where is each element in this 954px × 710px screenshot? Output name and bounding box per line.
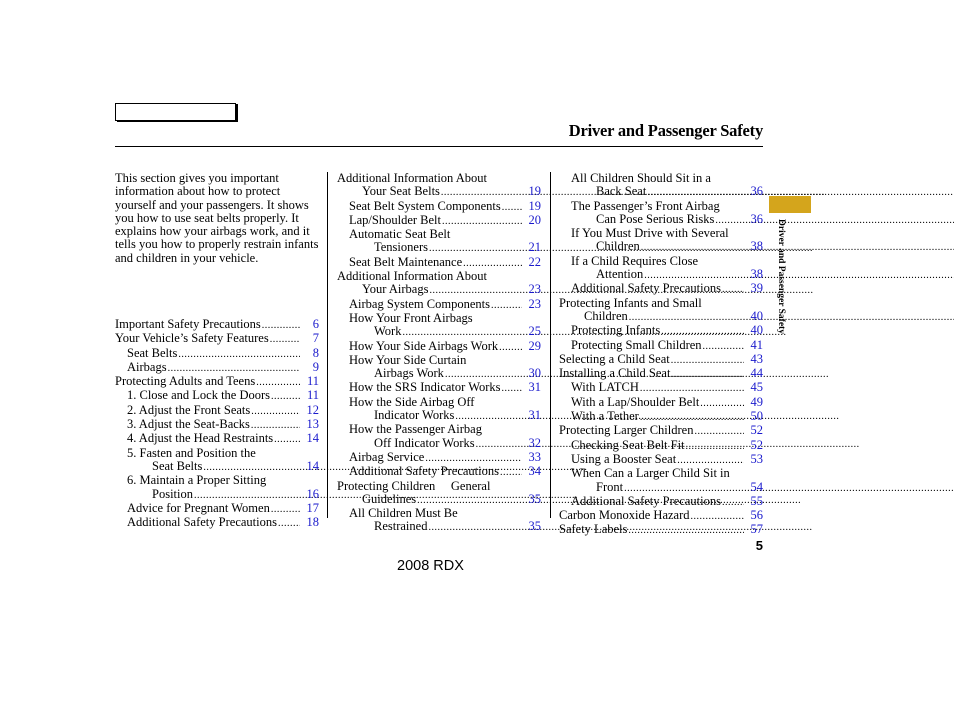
toc-entry-title: Protecting Infants <box>571 323 661 338</box>
toc-entry[interactable] <box>559 467 763 495</box>
toc-entry-title: How the Passenger Airbag <box>349 422 482 437</box>
toc-entry-title: Children <box>584 308 628 323</box>
toc-entry-title: Airbags <box>127 359 167 374</box>
toc-leader-dots <box>671 368 744 381</box>
toc-column-1 <box>115 318 319 530</box>
toc-page-link[interactable]: 14 <box>306 458 319 473</box>
toc-page-link[interactable]: 25 <box>528 324 541 339</box>
toc-entry[interactable] <box>337 507 541 535</box>
toc-page-link[interactable]: 9 <box>312 359 319 374</box>
toc-entry[interactable] <box>115 361 319 375</box>
toc-entry[interactable] <box>337 172 541 200</box>
toc-entry-title: All Children Should Sit in a <box>571 171 711 185</box>
toc-entry[interactable] <box>337 298 541 312</box>
toc-page-link[interactable]: 43 <box>750 351 763 366</box>
toc-entry-title: Seat Belts <box>127 345 178 360</box>
toc-leader-dots <box>262 319 300 332</box>
toc-leader-dots <box>722 283 744 296</box>
toc-entry[interactable] <box>115 474 319 502</box>
toc-leader-dots <box>271 503 300 516</box>
toc-entry[interactable] <box>337 270 541 298</box>
toc-leader-dots <box>502 382 522 395</box>
toc-entry-title: Additional Information About <box>337 171 487 185</box>
toc-entry[interactable] <box>115 389 319 403</box>
toc-page-link[interactable]: 21 <box>528 240 541 255</box>
toc-leader-dots <box>641 239 954 254</box>
toc-page-link[interactable]: 19 <box>528 198 541 213</box>
toc-page-link[interactable]: 22 <box>528 254 541 269</box>
toc-leader-dots <box>178 348 300 361</box>
toc-entry-title: Indicator Works <box>374 408 455 423</box>
toc-entry-title: Protecting Infants and Small <box>559 295 702 310</box>
toc-page-link[interactable]: 49 <box>750 394 763 409</box>
toc-page-link[interactable]: 34 <box>528 464 541 479</box>
toc-page-link[interactable]: 33 <box>528 449 541 464</box>
toc-leader-dots <box>700 397 744 410</box>
toc-leader-dots <box>640 382 744 395</box>
toc-entry-title: Checking Seat Belt Fit <box>571 437 685 452</box>
toc-page-link[interactable]: 14 <box>306 431 319 446</box>
toc-entry-title: 4. Adjust the Head Restraints <box>127 431 274 446</box>
toc-page-link[interactable]: 38 <box>750 239 763 254</box>
toc-leader-dots <box>278 517 300 530</box>
toc-page-link[interactable]: 54 <box>750 479 763 494</box>
toc-entry[interactable] <box>559 353 763 367</box>
toc-entry[interactable] <box>559 396 763 410</box>
toc-entry[interactable] <box>559 410 763 424</box>
toc-entry-title: Your Vehicle’s Safety Features <box>115 331 269 346</box>
toc-leader-dots <box>629 308 954 323</box>
toc-column-3 <box>559 172 763 538</box>
toc-leader-dots <box>491 299 522 312</box>
toc-entry[interactable] <box>337 423 541 451</box>
toc-entry[interactable] <box>337 381 541 395</box>
toc-page-link[interactable]: 16 <box>306 486 319 501</box>
toc-entry[interactable] <box>115 332 319 346</box>
toc-page-link[interactable]: 20 <box>528 212 541 227</box>
toc-entry[interactable] <box>337 396 541 424</box>
toc-entry-title: Restrained <box>374 519 428 534</box>
toc-page-link[interactable]: 8 <box>312 345 319 360</box>
toc-entry-title: If You Must Drive with Several <box>571 226 729 241</box>
toc-leader-dots <box>624 479 954 494</box>
toc-entry-title: How Your Side Curtain <box>349 352 467 367</box>
toc-leader-dots <box>628 524 744 537</box>
toc-entry[interactable] <box>115 418 319 432</box>
intro-paragraph: This section gives you important information about how to protect yourself and your passengers. It shows you how to use seat belts properly. It explains how your airbags work, and it tells you how to properly restrain infants and children in your vehicle. <box>115 171 319 265</box>
toc-entry-title: Work <box>374 324 402 339</box>
toc-entry-title: 6. Maintain a Proper Sitting <box>127 473 267 488</box>
toc-entry[interactable] <box>559 339 763 353</box>
toc-entry-title: How Your Side Airbags Work <box>349 338 499 353</box>
toc-entry-title: Front <box>596 479 624 494</box>
toc-leader-dots <box>271 390 300 403</box>
toc-leader-dots <box>661 325 744 338</box>
toc-entry-title: Important Safety Precautions <box>115 317 261 331</box>
toc-page-link[interactable]: 36 <box>750 184 763 199</box>
toc-entry-title: Protecting Adults and Teens <box>115 374 256 389</box>
toc-entry[interactable] <box>337 465 541 479</box>
toc-entry[interactable] <box>337 354 541 382</box>
toc-entry-title: Protecting Small Children <box>571 337 702 352</box>
toc-entry-title: If a Child Requires Close <box>571 253 699 268</box>
toc-page-link[interactable]: 13 <box>306 417 319 432</box>
toc-leader-dots <box>251 419 300 432</box>
toc-entry-title: Additional Safety Precautions <box>571 281 721 296</box>
toc-entry-title: Additional Safety Precautions <box>349 464 499 479</box>
toc-entry[interactable] <box>559 172 763 200</box>
toc-entry[interactable] <box>337 200 541 214</box>
toc-entry-title: 3. Adjust the Seat-Backs <box>127 417 250 432</box>
toc-entry[interactable] <box>559 324 763 338</box>
section-title: Driver and Passenger Safety <box>568 121 763 140</box>
toc-entry-title: Seat Belt Maintenance <box>349 254 463 269</box>
toc-entry-title: 1. Close and Lock the Doors <box>127 388 271 403</box>
toc-entry[interactable] <box>115 375 319 389</box>
toc-page-link[interactable]: 29 <box>528 338 541 353</box>
toc-leader-dots <box>270 333 300 346</box>
toc-entry-title: 5. Fasten and Position the <box>127 445 256 460</box>
toc-page-link[interactable]: 40 <box>750 308 763 323</box>
toc-entry-title: How the SRS Indicator Works <box>349 380 501 395</box>
toc-entry[interactable] <box>115 404 319 418</box>
toc-page-link[interactable]: 38 <box>750 267 763 282</box>
toc-entry-title: Additional Safety Precautions <box>571 493 721 508</box>
side-tab[interactable] <box>769 196 811 213</box>
toc-page-link[interactable]: 52 <box>750 423 763 438</box>
toc-entry-title: Protecting Larger Children <box>559 423 694 438</box>
toc-page-link[interactable]: 31 <box>528 380 541 395</box>
toc-leader-dots <box>694 425 744 438</box>
toc-entry-title: How Your Front Airbags <box>349 310 473 325</box>
toc-page-link[interactable]: 31 <box>528 408 541 423</box>
toc-entry-title: With a Lap/Shoulder Belt <box>571 394 700 409</box>
toc-page-link[interactable]: 7 <box>312 331 319 346</box>
toc-leader-dots <box>256 376 300 389</box>
toc-leader-dots <box>499 341 522 354</box>
toc-entry-title: Seat Belt System Components <box>349 198 501 213</box>
toc-entry[interactable] <box>115 347 319 361</box>
toc-page-link[interactable]: 41 <box>750 337 763 352</box>
toc-entry-title: All Children Must Be <box>349 506 458 521</box>
toc-leader-dots <box>168 362 300 375</box>
toc-entry-title: Airbag Service <box>349 449 425 464</box>
toc-entry[interactable] <box>559 495 763 509</box>
toc-entry-title: How the Side Airbag Off <box>349 394 475 409</box>
toc-entry-title: Back Seat <box>596 184 647 199</box>
toc-entry-title: When Can a Larger Child Sit in <box>571 466 730 481</box>
toc-entry[interactable] <box>559 367 763 381</box>
side-tab-label: Driver and Passenger Safety <box>776 219 786 334</box>
toc-page-link[interactable]: 32 <box>528 435 541 450</box>
toc-entry[interactable] <box>559 381 763 395</box>
toc-entry[interactable] <box>337 256 541 270</box>
toc-entry[interactable] <box>559 509 763 523</box>
toc-page-link[interactable]: 17 <box>306 500 319 515</box>
toc-entry-title: Seat Belts <box>152 458 203 473</box>
toc-leader-dots <box>703 340 744 353</box>
toc-page-link[interactable]: 35 <box>528 491 541 506</box>
toc-entry-title: Your Airbags <box>362 282 429 297</box>
toc-entry[interactable] <box>115 432 319 446</box>
toc-page-link[interactable]: 55 <box>750 493 763 508</box>
toc-entry-title: Automatic Seat Belt <box>349 227 451 242</box>
toc-entry[interactable] <box>337 312 541 340</box>
toc-leader-dots <box>251 405 300 418</box>
toc-entry[interactable] <box>337 214 541 228</box>
toc-entry[interactable] <box>115 516 319 530</box>
toc-page-link[interactable]: 39 <box>750 281 763 296</box>
toc-entry-title: Carbon Monoxide Hazard <box>559 508 690 523</box>
toc-entry[interactable] <box>559 523 763 537</box>
title-rule <box>115 146 763 147</box>
toc-entry-title: Additional Information About <box>337 269 487 284</box>
toc-entry[interactable] <box>559 439 763 453</box>
toc-entry-title: 2. Adjust the Front Seats <box>127 402 251 417</box>
toc-page-link[interactable]: 19 <box>528 184 541 199</box>
toc-entry[interactable] <box>559 200 763 228</box>
toc-entry-title: Additional Safety Precautions <box>127 515 277 530</box>
toc-entry[interactable] <box>337 480 541 508</box>
toc-page-link[interactable]: 57 <box>750 522 763 537</box>
toc-entry[interactable] <box>559 424 763 438</box>
toc-page-link[interactable]: 11 <box>306 374 319 389</box>
toc-entry[interactable] <box>559 255 763 283</box>
toc-leader-dots <box>647 184 954 199</box>
toc-leader-dots <box>500 466 522 479</box>
toc-entry-title: Safety Labels <box>559 522 628 537</box>
toc-entry-title: Attention <box>596 267 644 282</box>
toc-leader-dots <box>463 257 522 270</box>
toc-entry-title: With LATCH <box>571 380 639 395</box>
toc-page-link[interactable]: 52 <box>750 437 763 452</box>
toc-entry-title: Protecting Children General <box>337 478 491 493</box>
toc-entry[interactable] <box>337 451 541 465</box>
toc-entry[interactable] <box>115 318 319 332</box>
toc-leader-dots <box>677 454 744 467</box>
toc-entry-title: Can Pose Serious Risks <box>596 211 715 226</box>
page-number: 5 <box>755 538 763 553</box>
toc-page-link[interactable]: 30 <box>528 366 541 381</box>
toc-page-link[interactable]: 35 <box>528 519 541 534</box>
toc-entry-title: Advice for Pregnant Women <box>127 500 270 515</box>
toc-page-link[interactable]: 53 <box>750 451 763 466</box>
toc-entry-title: Using a Booster Seat <box>571 451 677 466</box>
toc-leader-dots <box>722 496 744 509</box>
toc-entry[interactable] <box>559 227 763 255</box>
toc-page-link[interactable]: 56 <box>750 508 763 523</box>
toc-entry[interactable] <box>559 453 763 467</box>
toc-entry-title: Selecting a Child Seat <box>559 351 670 366</box>
toc-entry[interactable] <box>337 228 541 256</box>
toc-leader-dots <box>502 201 522 214</box>
toc-leader-dots <box>425 452 522 465</box>
toc-leader-dots <box>686 440 744 453</box>
toc-leader-dots <box>691 510 744 523</box>
toc-entry[interactable] <box>115 447 319 475</box>
toc-leader-dots <box>644 267 954 282</box>
toc-page-link[interactable]: 6 <box>312 317 319 331</box>
toc-page-link[interactable]: 12 <box>306 402 319 417</box>
toc-leader-dots <box>274 433 300 446</box>
toc-entry-title: Tensioners <box>374 240 428 255</box>
toc-page-link[interactable]: 23 <box>528 296 541 311</box>
toc-entry-title: Airbags Work <box>374 366 444 381</box>
toc-entry-title: Airbag System Components <box>349 296 490 311</box>
toc-leader-dots <box>442 215 522 228</box>
toc-entry[interactable] <box>559 297 763 325</box>
toc-page-link[interactable]: 18 <box>306 515 319 530</box>
toc-entry[interactable] <box>115 502 319 516</box>
toc-leader-dots <box>671 354 744 367</box>
toc-entry-title: Children <box>596 239 640 254</box>
toc-page-link[interactable]: 36 <box>750 211 763 226</box>
toc-entry-title: Position <box>152 486 193 501</box>
toc-page-link[interactable]: 23 <box>528 282 541 297</box>
toc-page-link[interactable]: 40 <box>750 323 763 338</box>
toc-entry-title: Off Indicator Works <box>374 435 475 450</box>
toc-page-link[interactable]: 50 <box>750 409 763 424</box>
toc-page-link[interactable]: 11 <box>306 388 319 403</box>
toc-entry-title: Installing a Child Seat <box>559 366 671 381</box>
toc-entry-title: Lap/Shoulder Belt <box>349 212 441 227</box>
nav-box[interactable] <box>115 103 236 121</box>
toc-entry[interactable] <box>559 282 763 296</box>
toc-entry-title: With a Tether <box>571 409 639 424</box>
toc-page-link[interactable]: 44 <box>750 366 763 381</box>
toc-entry-title: Your Seat Belts <box>362 184 440 199</box>
toc-page-link[interactable]: 45 <box>750 380 763 395</box>
toc-entry[interactable] <box>337 340 541 354</box>
toc-entry-title: Guidelines <box>362 491 417 506</box>
toc-column-2 <box>337 172 541 535</box>
toc-leader-dots <box>640 411 744 424</box>
toc-entry-title: The Passenger’s Front Airbag <box>571 198 720 213</box>
footer-model: 2008 RDX <box>397 558 464 574</box>
